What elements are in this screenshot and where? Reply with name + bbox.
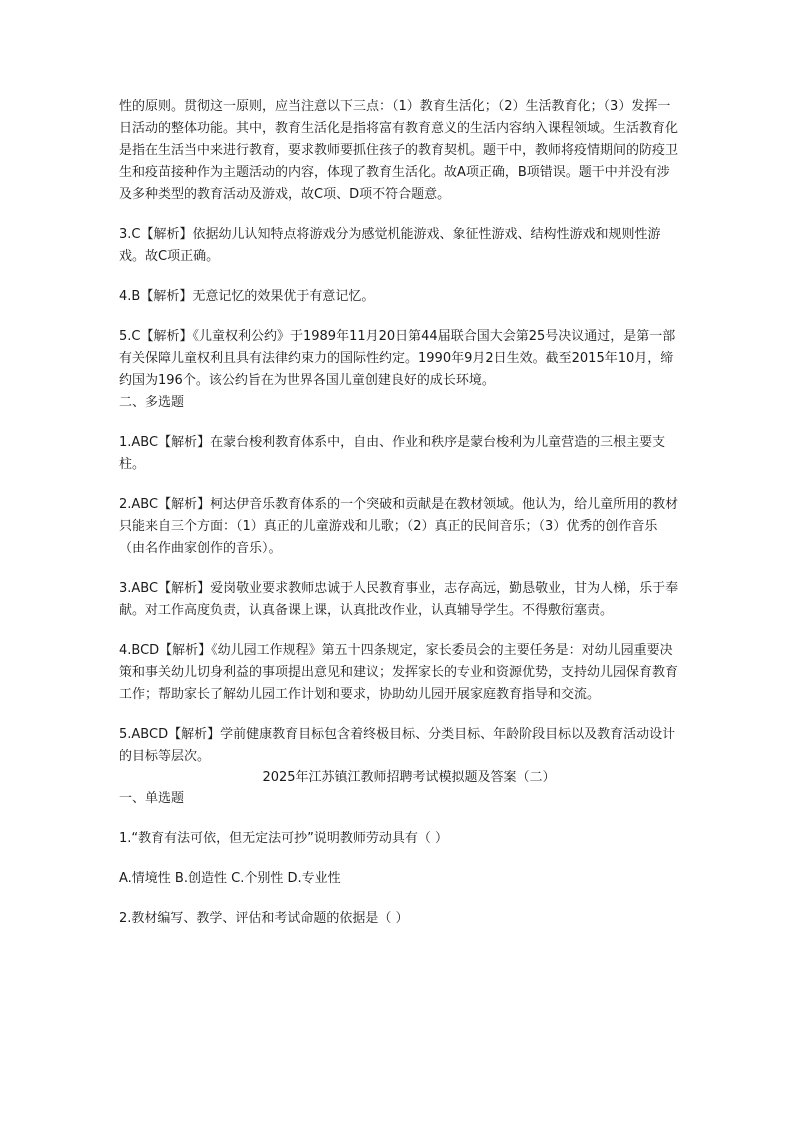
continuation-paragraph: 性的原则。贯彻这一原则，应当注意以下三点：（1）教育生活化；（2）生活教育化；（3）发挥一日活动的整体功能。其中，教育生活化是指将富有教育意义的生活内容纳入课程领域。生活教育化是指在生活当中来进行教育，要求教师要抓住孩子的教育契机。题干中，教师将疫情期间的防疫卫生和疫苗接种作为主题活动的内容，体现了教育生活化。故A项正确，B项错误。题干中并没有涉及多种类型的教育活动及游戏，故C项、D项不符合题意。 — [119, 99, 679, 202]
answer-single-3: 3.C【解析】依据幼儿认知特点将游戏分为感觉机能游戏、象征性游戏、结构性游戏和规则性游戏。故C项正确。 — [119, 227, 661, 264]
answer-multi-2: 2.ABC【解析】柯达伊音乐教育体系的一个突破和贡献是在教材领域。他认为，给儿童所用的教材只能来自三个方面：（1）真正的儿童游戏和儿歌；（2）真正的民间音乐；（3）优秀的创作音乐（由名作曲家创作的音乐）。 — [119, 497, 679, 556]
answer-single-5: 5.C【解析】《儿童权利公约》于1989年11月20日第44届联合国大会第25号决议通过，是第一部有关保障儿童权利且具有法律约束力的国际性约定。1990年9月2日生效。截至2015年10月，缔约国为196个。该公约旨在为世界各国儿童创建良好的成长环境。 — [119, 329, 676, 388]
exam-title: 2025年江苏镇江教师招聘考试模拟题及答案（二） — [262, 770, 556, 785]
answer-multi-1: 1.ABC【解析】在蒙台梭利教育体系中，自由、作业和秩序是蒙台梭利为儿童营造的三根主要支柱。 — [119, 435, 666, 472]
question-1: 1.“教育有法可依，但无定法可抄”说明教师劳动具有（ ） — [119, 831, 449, 846]
answer-single-4: 4.B【解析】无意记忆的效果优于有意记忆。 — [119, 289, 375, 304]
section-heading-multi: 二、多选题 — [119, 395, 185, 410]
section-heading-single: 一、单选题 — [119, 791, 185, 806]
answer-multi-4: 4.BCD【解析】《幼儿园工作规程》第五十四条规定，家长委员会的主要任务是：对幼儿园重要决策和事关幼儿切身利益的事项提出意见和建议；发挥家长的专业和资源优势，支持幼儿园保育教育工作；帮助家长了解幼儿园工作计划和要求，协助幼儿园开展家庭教育指导和交流。 — [119, 643, 679, 702]
document-content — [119, 96, 679, 930]
answer-multi-3: 3.ABC【解析】爱岗敬业要求教师忠诚于人民教育事业，志存高远，勤恳敬业，甘为人梯，乐于奉献。对工作高度负责，认真备课上课，认真批改作业，认真辅导学生。不得敷衍塞责。 — [119, 581, 679, 618]
question-1-options: A.情境性 B.创造性 C.个别性 D.专业性 — [119, 871, 341, 886]
answer-multi-5: 5.ABCD【解析】学前健康教育目标包含着终极目标、分类目标、年龄阶段目标以及教育活动设计的目标等层次。 — [119, 727, 676, 764]
question-2: 2.教材编写、教学、评估和考试命题的依据是（ ） — [119, 911, 409, 926]
